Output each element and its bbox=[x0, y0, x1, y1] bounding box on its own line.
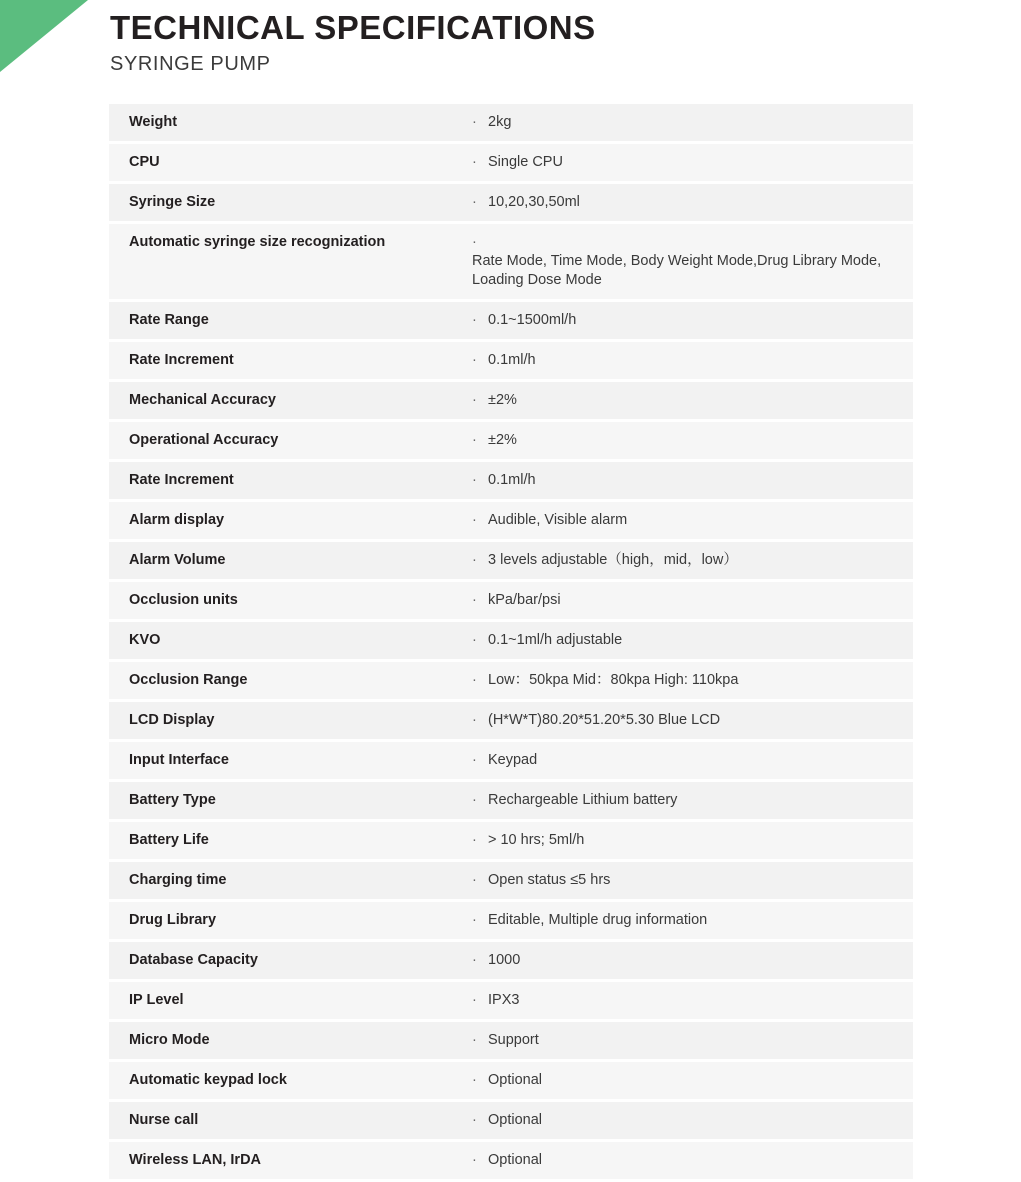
table-row bbox=[109, 502, 913, 539]
spec-label: Alarm Volume bbox=[129, 552, 226, 568]
spec-value-cell bbox=[472, 742, 913, 779]
bullet-icon: · bbox=[472, 992, 477, 1008]
table-row bbox=[109, 224, 913, 299]
spec-value: 3 levels adjustable（high，mid，low） bbox=[488, 552, 738, 568]
spec-value-cell bbox=[472, 1022, 913, 1059]
spec-value-cell bbox=[472, 184, 913, 221]
spec-label: Mechanical Accuracy bbox=[129, 392, 276, 408]
spec-value-cell bbox=[472, 702, 913, 739]
bullet-icon: · bbox=[472, 872, 477, 888]
spec-label: Automatic syringe size recognization bbox=[129, 234, 386, 250]
spec-value: 0.1ml/h bbox=[488, 472, 536, 488]
table-row bbox=[109, 462, 913, 499]
table-row bbox=[109, 144, 913, 181]
table-row bbox=[109, 862, 913, 899]
bullet-icon: · bbox=[472, 312, 477, 328]
bullet-icon: · bbox=[472, 1072, 477, 1088]
spec-label: LCD Display bbox=[129, 712, 215, 728]
spec-value: Rate Mode, Time Mode, Body Weight Mode,Drug Library Mode, Loading Dose Mode bbox=[472, 253, 882, 288]
table-row bbox=[109, 302, 913, 339]
spec-value-cell bbox=[472, 782, 913, 819]
table-row bbox=[109, 1142, 913, 1179]
spec-value-cell bbox=[472, 902, 913, 939]
table-row bbox=[109, 902, 913, 939]
spec-value-cell bbox=[472, 104, 913, 141]
spec-value-cell bbox=[472, 822, 913, 859]
spec-value: ±2% bbox=[488, 432, 517, 448]
spec-value-cell bbox=[472, 1142, 913, 1179]
spec-value-cell bbox=[472, 422, 913, 459]
spec-label: Rate Increment bbox=[129, 352, 234, 368]
document-header bbox=[110, 6, 596, 78]
bullet-icon: · bbox=[472, 672, 477, 688]
table-row bbox=[109, 1062, 913, 1099]
table-row bbox=[109, 942, 913, 979]
spec-value-cell bbox=[472, 662, 913, 699]
table-row bbox=[109, 702, 913, 739]
table-row bbox=[109, 982, 913, 1019]
spec-value-cell bbox=[472, 862, 913, 899]
spec-value: Editable, Multiple drug information bbox=[488, 912, 708, 928]
spec-value-cell bbox=[472, 982, 913, 1019]
bullet-icon: · bbox=[472, 114, 477, 130]
spec-label: CPU bbox=[129, 154, 160, 170]
bullet-icon: · bbox=[472, 632, 477, 648]
table-row bbox=[109, 1102, 913, 1139]
table-row bbox=[109, 184, 913, 221]
spec-label: Occlusion Range bbox=[129, 672, 248, 688]
spec-label: Micro Mode bbox=[129, 1032, 210, 1048]
green-corner-triangle-decoration bbox=[0, 0, 88, 72]
spec-value: Single CPU bbox=[488, 154, 563, 170]
table-row bbox=[109, 622, 913, 659]
spec-value-cell bbox=[472, 502, 913, 539]
spec-value-cell bbox=[472, 942, 913, 979]
spec-value: > 10 hrs; 5ml/h bbox=[488, 832, 585, 848]
bullet-icon: · bbox=[472, 752, 477, 768]
bullet-icon: · bbox=[472, 912, 477, 928]
bullet-icon: · bbox=[472, 512, 477, 528]
spec-value-cell bbox=[472, 542, 913, 579]
table-row bbox=[109, 104, 913, 141]
bullet-icon: · bbox=[472, 392, 477, 408]
table-row bbox=[109, 582, 913, 619]
bullet-icon: · bbox=[472, 154, 477, 170]
spec-label: IP Level bbox=[129, 992, 184, 1008]
table-row bbox=[109, 542, 913, 579]
table-row bbox=[109, 382, 913, 419]
spec-value: Optional bbox=[488, 1072, 543, 1088]
bullet-icon: · bbox=[472, 712, 477, 728]
spec-value-cell bbox=[472, 144, 913, 181]
bullet-icon: · bbox=[472, 432, 477, 448]
spec-label: Drug Library bbox=[129, 912, 217, 928]
spec-label: Automatic keypad lock bbox=[129, 1072, 287, 1088]
spec-value: 0.1ml/h bbox=[488, 352, 536, 368]
table-row bbox=[109, 742, 913, 779]
spec-value-cell bbox=[472, 462, 913, 499]
table-row bbox=[109, 782, 913, 819]
spec-value: 0.1~1500ml/h bbox=[488, 312, 577, 328]
spec-value-cell bbox=[472, 622, 913, 659]
spec-label: Alarm display bbox=[129, 512, 225, 528]
spec-value: 10,20,30,50ml bbox=[488, 194, 580, 210]
spec-label: Operational Accuracy bbox=[129, 432, 279, 448]
spec-label: Rate Increment bbox=[129, 472, 234, 488]
table-row bbox=[109, 342, 913, 379]
spec-label: Nurse call bbox=[129, 1112, 199, 1128]
table-row bbox=[109, 662, 913, 699]
spec-value: Support bbox=[488, 1032, 539, 1048]
spec-value: Optional bbox=[488, 1152, 543, 1168]
bullet-icon: · bbox=[472, 592, 477, 608]
spec-label: Rate Range bbox=[129, 312, 209, 328]
page-subtitle: SYRINGE PUMP bbox=[110, 53, 271, 75]
spec-value: 0.1~1ml/h adjustable bbox=[488, 632, 623, 648]
spec-value: IPX3 bbox=[488, 992, 520, 1008]
spec-value: Keypad bbox=[488, 752, 538, 768]
spec-label: Charging time bbox=[129, 872, 227, 888]
spec-value-cell bbox=[472, 1062, 913, 1099]
bullet-icon: · bbox=[472, 792, 477, 808]
spec-value: 1000 bbox=[488, 952, 521, 968]
spec-label: Wireless LAN, IrDA bbox=[129, 1152, 262, 1168]
table-row bbox=[109, 1022, 913, 1059]
spec-label: Database Capacity bbox=[129, 952, 258, 968]
spec-label: Battery Type bbox=[129, 792, 216, 808]
spec-value-cell bbox=[472, 1102, 913, 1139]
spec-value-cell bbox=[472, 342, 913, 379]
spec-label: Occlusion units bbox=[129, 592, 238, 608]
spec-label: Syringe Size bbox=[129, 194, 216, 210]
table-row bbox=[109, 422, 913, 459]
spec-label: KVO bbox=[129, 632, 161, 648]
bullet-icon: · bbox=[472, 952, 477, 968]
bullet-icon: · bbox=[472, 234, 477, 250]
spec-value: Optional bbox=[488, 1112, 543, 1128]
bullet-icon: · bbox=[472, 1112, 477, 1128]
spec-value: (H*W*T)80.20*51.20*5.30 Blue LCD bbox=[488, 712, 721, 728]
spec-label: Weight bbox=[129, 114, 178, 130]
spec-value-cell bbox=[472, 224, 913, 299]
page-title: TECHNICAL SPECIFICATIONS bbox=[110, 9, 596, 46]
spec-value: Audible, Visible alarm bbox=[488, 512, 628, 528]
spec-label: Battery Life bbox=[129, 832, 209, 848]
spec-label: Input Interface bbox=[129, 752, 229, 768]
spec-value-cell bbox=[472, 382, 913, 419]
bullet-icon: · bbox=[472, 1152, 477, 1168]
spec-value: Low：50kpa Mid：80kpa High: 110kpa bbox=[488, 672, 739, 688]
bullet-icon: · bbox=[472, 832, 477, 848]
spec-value: 2kg bbox=[488, 114, 512, 130]
specifications-table-body bbox=[109, 104, 913, 1182]
bullet-icon: · bbox=[472, 352, 477, 368]
spec-value-cell bbox=[472, 582, 913, 619]
specifications-table bbox=[109, 104, 913, 1182]
bullet-icon: · bbox=[472, 552, 477, 568]
spec-value: kPa/bar/psi bbox=[488, 592, 561, 608]
spec-value: Rechargeable Lithium battery bbox=[488, 792, 678, 808]
spec-value: ±2% bbox=[488, 392, 517, 408]
spec-value-cell bbox=[472, 302, 913, 339]
bullet-icon: · bbox=[472, 472, 477, 488]
bullet-icon: · bbox=[472, 194, 477, 210]
table-row bbox=[109, 822, 913, 859]
bullet-icon: · bbox=[472, 1032, 477, 1048]
spec-value: Open status ≤5 hrs bbox=[488, 872, 611, 888]
